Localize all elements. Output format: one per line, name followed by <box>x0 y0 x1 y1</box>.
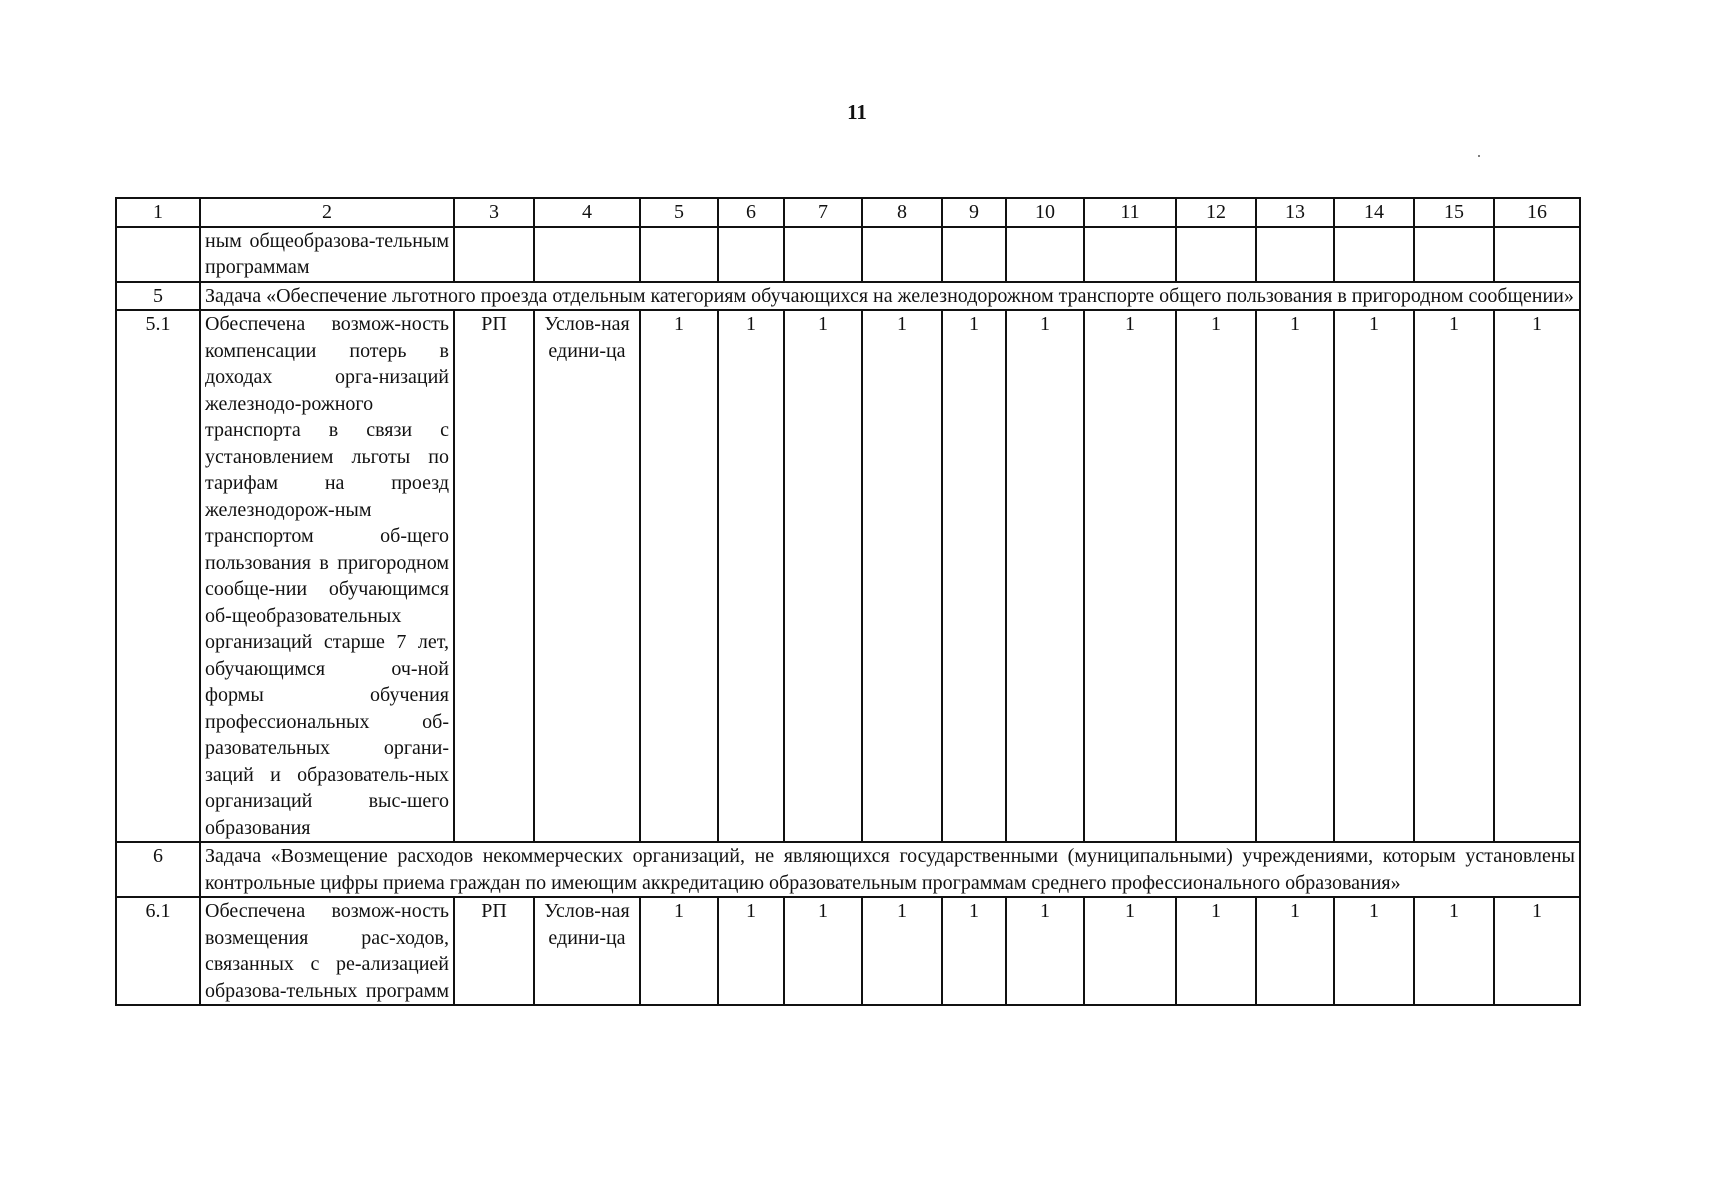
task-title: Задача «Обеспечение льготного проезда отдельным категориям обучающихся на железнодорожном транспорте общего пользования в пригородном сообщении» <box>200 282 1580 311</box>
column-header: 3 <box>454 198 534 227</box>
column-header: 8 <box>862 198 942 227</box>
task-number: 5 <box>116 282 200 311</box>
column-header: 7 <box>784 198 862 227</box>
indicator-row <box>116 310 1580 842</box>
indicator-value: 1 <box>1334 897 1414 1005</box>
task-row <box>116 842 1580 897</box>
column-header: 12 <box>1176 198 1256 227</box>
indicator-value: 1 <box>640 310 718 842</box>
column-header: 13 <box>1256 198 1334 227</box>
continuation-row <box>116 227 1580 282</box>
task-number: 6 <box>116 842 200 897</box>
indicator-value: 1 <box>1494 897 1580 1005</box>
indicator-number: 6.1 <box>116 897 200 1005</box>
column-header: 14 <box>1334 198 1414 227</box>
indicator-description: ным общеобразова-тельным программам <box>200 227 454 282</box>
indicator-value: 1 <box>1176 897 1256 1005</box>
indicator-value: 1 <box>1084 897 1176 1005</box>
indicator-value: 1 <box>1084 310 1176 842</box>
column-header: 4 <box>534 198 640 227</box>
column-header: 5 <box>640 198 718 227</box>
column-header: 15 <box>1414 198 1494 227</box>
indicator-value: 1 <box>1006 310 1084 842</box>
column-header: 11 <box>1084 198 1176 227</box>
indicator-value: 1 <box>1494 310 1580 842</box>
column-header: 1 <box>116 198 200 227</box>
scan-speck <box>1478 155 1480 157</box>
indicator-value: 1 <box>718 897 784 1005</box>
indicator-value: 1 <box>1256 310 1334 842</box>
task-title: Задача «Возмещение расходов некоммерческих организаций, не являющихся государственными (муниципальными) учреждениями, которым установлены контрольные цифры приема граждан по имеющим аккредитацию образовательным программам среднего профессионального образования» <box>200 842 1580 897</box>
indicator-value: 1 <box>784 897 862 1005</box>
indicator-value: 1 <box>640 897 718 1005</box>
indicator-value: 1 <box>1414 310 1494 842</box>
row-number-cell <box>116 227 200 282</box>
indicator-unit: Услов-ная едини-ца <box>534 897 640 1005</box>
indicator-value: 1 <box>862 310 942 842</box>
indicator-value: 1 <box>1176 310 1256 842</box>
page-number: 11 <box>847 100 867 124</box>
indicator-type: РП <box>454 310 534 842</box>
indicator-value: 1 <box>1414 897 1494 1005</box>
indicator-value: 1 <box>1006 897 1084 1005</box>
indicator-description: Обеспечена возмож-ность компенсации потерь в доходах орга-низаций железнодо-рожного транспорта в связи с установлением льготы по тарифам на проезд железнодорож-ным транспортом об-щего пользования в пригородном сообще-нии обучающимся об-щеобразовательных организаций старше 7 лет, обучающимся оч-ной формы обучения профессиональных об-разовательных органи-заций и образователь-ных организаций выс-шего образования <box>200 310 454 842</box>
column-header: 10 <box>1006 198 1084 227</box>
indicator-value: 1 <box>784 310 862 842</box>
indicator-value: 1 <box>718 310 784 842</box>
task-row <box>116 282 1580 311</box>
indicator-row <box>116 897 1580 1005</box>
indicators-table <box>115 197 1581 1006</box>
indicator-description: Обеспечена возмож-ность возмещения рас-ходов, связанных с ре-ализацией образова-тельных программ <box>200 897 454 1005</box>
indicator-value: 1 <box>1256 897 1334 1005</box>
column-header: 2 <box>200 198 454 227</box>
indicator-number: 5.1 <box>116 310 200 842</box>
indicator-value: 1 <box>942 897 1006 1005</box>
column-header: 6 <box>718 198 784 227</box>
indicator-type: РП <box>454 897 534 1005</box>
column-number-row <box>116 198 1580 227</box>
indicator-value: 1 <box>1334 310 1414 842</box>
indicator-unit: Услов-ная едини-ца <box>534 310 640 842</box>
indicator-value: 1 <box>862 897 942 1005</box>
column-header: 9 <box>942 198 1006 227</box>
column-header: 16 <box>1494 198 1580 227</box>
indicator-value: 1 <box>942 310 1006 842</box>
